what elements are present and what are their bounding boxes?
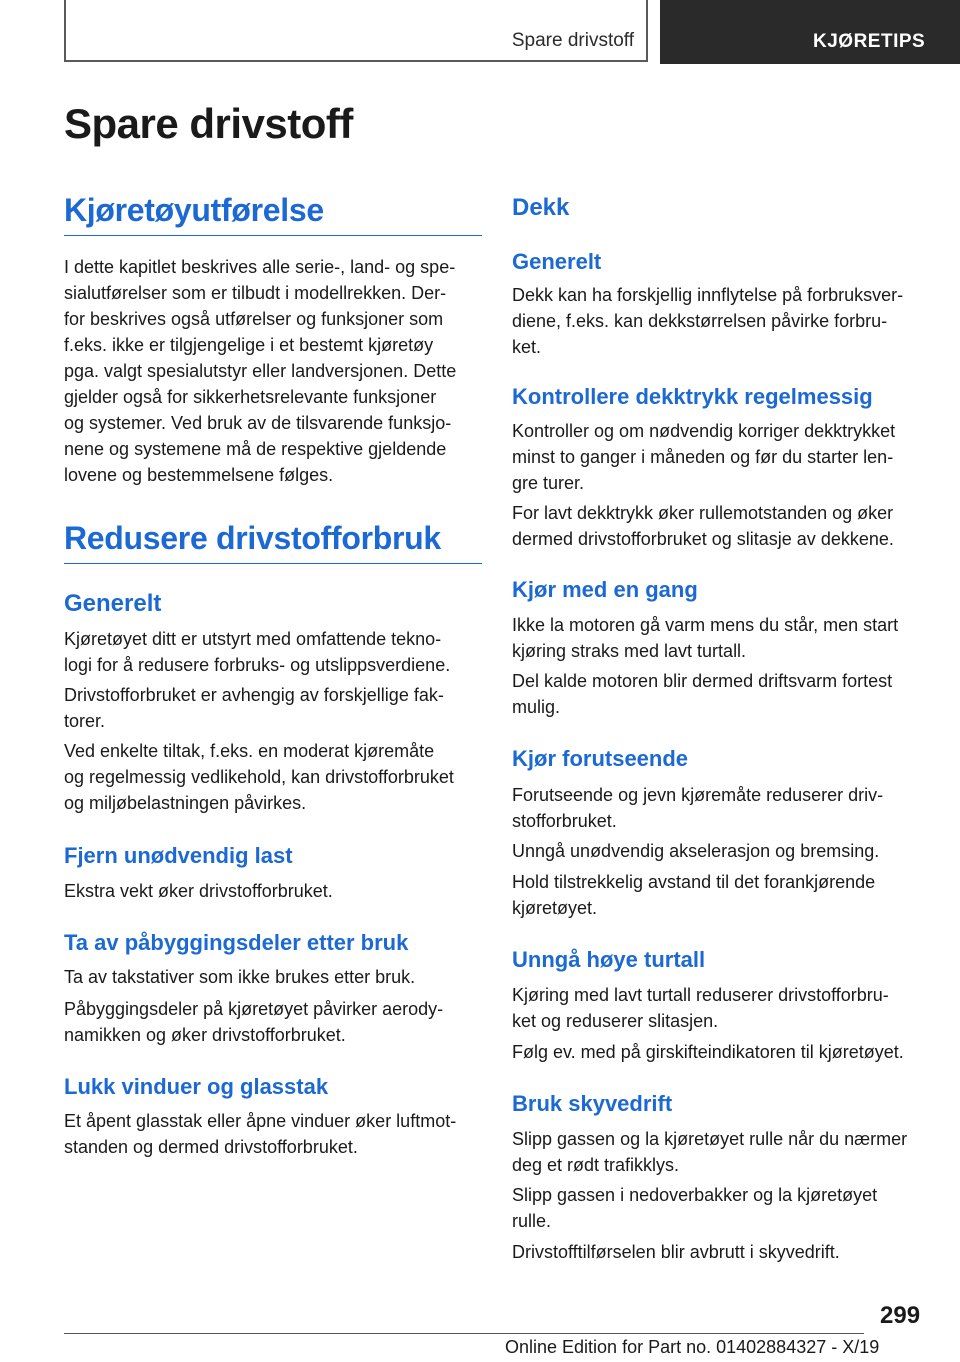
paragraph-close-windows: Et åpent glasstak eller åpne vinduer øker luftmot- standen og dermed drivstofforbruket. — [64, 1111, 457, 1157]
paragraph-general-2: Drivstofforbruket er avhengig av forskjellige fak- torer. — [64, 685, 444, 731]
paragraph-avoid-high-rpm-1: Kjøring med lavt turtall reduserer drivstofforbru- ket og reduserer slitasjen. — [512, 985, 889, 1031]
heading-vehicle-design: Kjøretøyutførelse — [64, 192, 324, 228]
paragraph-coasting-3: Drivstofftilførselen blir avbrutt i skyvedrift. — [512, 1242, 840, 1262]
footer-rule — [64, 1333, 864, 1334]
paragraph-coasting-2: Slipp gassen i nedoverbakker og la kjøretøyet rulle. — [512, 1185, 878, 1231]
page-number: 299 — [880, 1302, 921, 1329]
heading-close-windows: Lukk vinduer og glasstak — [64, 1074, 329, 1099]
paragraph-drive-immediately-2: Del kalde motoren blir dermed driftsvarm fortest mulig. — [512, 671, 893, 717]
paragraph-general-3: Ved enkelte tiltak, f.eks. en moderat kjøremåte og regelmessig vedlikehold, kan drivstofforbruket og miljøbelastningen påvirkes. — [64, 741, 454, 813]
header-chapter-tab — [660, 0, 960, 64]
paragraph-tyre-pressure-2: For lavt dekktrykk øker rullemotstanden og øker dermed drivstofforbruket og slitasje av dekkene. — [512, 503, 894, 549]
paragraph-vehicle-design: I dette kapitlet beskrives alle serie-, land- og spe- sialutførelser som er tilbudt i modellrekken. Der- for beskrives også utførelser og funksjoner som f.eks. ikke er tilgjengelige i et bestemt kjøretøy pga. valgt spesialutstyr eller landversjonen. Dette gjelder også for sikkerhetsrelevante funksjoner og systemer. Ved bruk av de tilsvarende funksjo- nene og systemene må de respektive gjeldende lovene og bestemmelsene følges. — [64, 257, 457, 485]
paragraph-remove-load: Ekstra vekt øker drivstofforbruket. — [64, 881, 333, 901]
heading-remove-load: Fjern unødvendig last — [64, 843, 293, 868]
paragraph-anticipate-2: Unngå unødvendig akselerasjon og bremsing. — [512, 841, 880, 861]
paragraph-tyre-pressure-1: Kontroller og om nødvendig korriger dekktrykket minst to ganger i måneden og før du starter len- gre turer. — [512, 421, 896, 493]
paragraph-general-1: Kjøretøyet ditt er utstyrt med omfattende tekno- logi for å redusere forbruks- og utslippsverdiene. — [64, 629, 451, 675]
paragraph-remove-attachments-1: Ta av takstativer som ikke brukes etter bruk. — [64, 967, 416, 987]
paragraph-remove-attachments-2: Påbyggingsdeler på kjøretøyet påvirker aerody- namikken og øker drivstofforbruket. — [64, 999, 444, 1045]
header-section-box — [64, 0, 648, 62]
heading-rule — [64, 235, 482, 236]
paragraph-coasting-1: Slipp gassen og la kjøretøyet rulle når du nærmer deg et rødt trafikklys. — [512, 1129, 908, 1175]
page-title: Spare drivstoff — [64, 100, 353, 147]
heading-check-tyre-pressure: Kontrollere dekktrykk regelmessig — [512, 384, 873, 409]
paragraph-avoid-high-rpm-2: Følg ev. med på girskifteindikatoren til kjøretøyet. — [512, 1042, 904, 1062]
heading-coasting: Bruk skyvedrift — [512, 1091, 673, 1116]
heading-remove-attachments: Ta av påbyggingsdeler etter bruk — [64, 930, 409, 955]
heading-avoid-high-rpm: Unngå høye turtall — [512, 947, 706, 972]
heading-rule — [64, 563, 482, 564]
paragraph-anticipate-1: Forutseende og jevn kjøremåte reduserer driv- stofforbruket. — [512, 785, 884, 831]
heading-reduce-fuel: Redusere drivstofforbruk — [64, 520, 441, 556]
paragraph-tyres-general: Dekk kan ha forskjellig innflytelse på forbruksver- diene, f.eks. kan dekkstørrelsen påvirke forbru- ket. — [512, 285, 904, 357]
heading-general: Generelt — [64, 590, 162, 617]
header-section-title: Spare drivstoff — [511, 30, 634, 51]
footer-edition-text: Online Edition for Part no. 01402884327 - X/19 — [505, 1337, 880, 1357]
heading-drive-immediately: Kjør med en gang — [512, 577, 698, 602]
heading-tyres-general: Generelt — [512, 249, 602, 274]
heading-tyres: Dekk — [512, 194, 570, 221]
heading-anticipate: Kjør forutseende — [512, 746, 689, 771]
header-chapter-label: KJØRETIPS — [813, 31, 926, 52]
paragraph-drive-immediately-1: Ikke la motoren gå varm mens du står, men start kjøring straks med lavt turtall. — [512, 615, 899, 661]
paragraph-anticipate-3: Hold tilstrekkelig avstand til det forankjørende kjøretøyet. — [512, 872, 876, 918]
